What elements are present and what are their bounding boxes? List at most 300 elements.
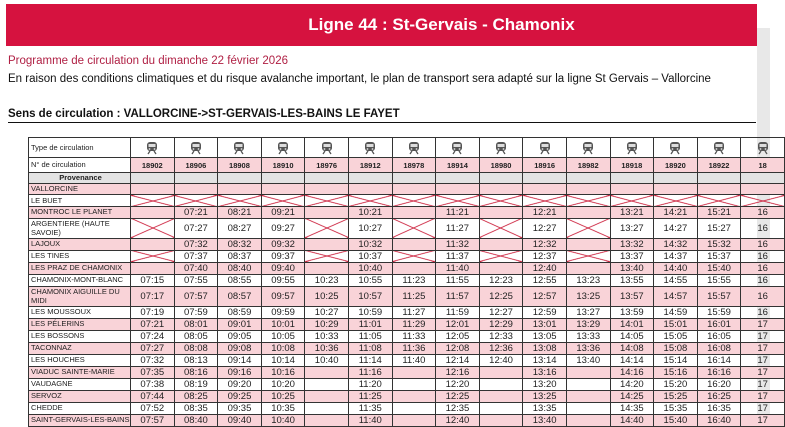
time-cell: 13:32: [610, 238, 654, 250]
time-cell: 14:01: [610, 318, 654, 330]
time-cell: 12:59: [523, 306, 567, 318]
type-cell: [174, 138, 218, 158]
cancelled-cell: [479, 195, 523, 207]
time-cell: 16:40: [697, 414, 741, 426]
cancelled-cell: [479, 218, 523, 238]
table-row: [29, 354, 785, 366]
cancelled-cell: [610, 195, 654, 207]
time-cell: 08:40: [218, 262, 262, 274]
table-row: [29, 318, 785, 330]
time-cell: 09:21: [261, 206, 305, 218]
time-cell: 14:27: [654, 218, 698, 238]
time-cell: 15:20: [654, 378, 698, 390]
time-cell: [392, 414, 436, 426]
time-cell: 11:27: [392, 306, 436, 318]
time-cell: 16: [741, 306, 785, 318]
time-cell: 08:21: [218, 206, 262, 218]
time-cell: [305, 402, 349, 414]
time-cell: 10:29: [305, 318, 349, 330]
time-cell: 09:08: [218, 342, 262, 354]
cancelled-cell: [436, 195, 480, 207]
time-cell: 08:01: [174, 318, 218, 330]
time-cell: 12:40: [523, 262, 567, 274]
cancelled-cell: [654, 195, 698, 207]
time-cell: 13:33: [566, 330, 610, 342]
cancelled-cell: [523, 195, 567, 207]
time-cell: 07:17: [131, 286, 175, 306]
time-cell: 10:32: [348, 238, 392, 250]
provenance-cell: [174, 173, 218, 184]
time-cell: 13:37: [610, 250, 654, 262]
time-cell: 09:40: [218, 414, 262, 426]
time-cell: 16: [741, 262, 785, 274]
time-cell: 07:24: [131, 330, 175, 342]
time-cell: 17: [741, 342, 785, 354]
time-cell: [305, 378, 349, 390]
cancelled-cell: [566, 250, 610, 262]
train-number: 18980: [479, 158, 523, 173]
station-name: LES BOSSONS: [29, 330, 131, 342]
time-cell: 13:08: [523, 342, 567, 354]
station-name: LES TINES: [29, 250, 131, 262]
station-name: LES PÉLERINS: [29, 318, 131, 330]
time-cell: 08:27: [218, 218, 262, 238]
cancelled-cell: [392, 218, 436, 238]
time-cell: [566, 402, 610, 414]
train-icon: [436, 141, 479, 155]
time-cell: 11:59: [436, 306, 480, 318]
time-cell: 11:14: [348, 354, 392, 366]
station-name: LES HOUCHES: [29, 354, 131, 366]
cancelled-cell: [479, 262, 523, 274]
time-cell: 07:32: [131, 354, 175, 366]
time-cell: [392, 366, 436, 378]
station-name: LAJOUX: [29, 238, 131, 250]
time-cell: 10:27: [348, 218, 392, 238]
train-icon: [480, 141, 523, 155]
schedule-subtitle: Programme de circulation du dimanche 22 février 2026: [8, 55, 288, 67]
cancelled-cell: [218, 183, 262, 195]
cancelled-cell: [174, 195, 218, 207]
time-cell: 14:08: [610, 342, 654, 354]
time-cell: [566, 414, 610, 426]
time-cell: 11:29: [392, 318, 436, 330]
time-cell: [566, 378, 610, 390]
time-cell: [392, 402, 436, 414]
cancelled-cell: [479, 250, 523, 262]
time-cell: 09:20: [218, 378, 262, 390]
time-cell: 15:40: [697, 262, 741, 274]
train-number: 18978: [392, 158, 436, 173]
time-cell: 11:40: [436, 262, 480, 274]
cancelled-cell: [392, 183, 436, 195]
provenance-cell: [610, 173, 654, 184]
time-cell: 15:27: [697, 218, 741, 238]
time-cell: 09:55: [261, 274, 305, 286]
time-cell: 13:55: [610, 274, 654, 286]
time-cell: 08:25: [174, 390, 218, 402]
station-name: LES MOUSSOUX: [29, 306, 131, 318]
train-number: 18916: [523, 158, 567, 173]
time-cell: 12:57: [523, 286, 567, 306]
provenance-cell: [523, 173, 567, 184]
time-cell: 14:35: [610, 402, 654, 414]
type-cell: [261, 138, 305, 158]
time-cell: 12:27: [523, 218, 567, 238]
time-cell: [566, 366, 610, 378]
provenance-cell: [131, 173, 175, 184]
provenance-row: [29, 173, 785, 184]
type-cell: [218, 138, 262, 158]
time-cell: 15:55: [697, 274, 741, 286]
time-cell: [479, 378, 523, 390]
time-cell: 11:55: [436, 274, 480, 286]
cancelled-cell: [131, 262, 175, 274]
station-name: CHEDDE: [29, 402, 131, 414]
table-row: [29, 390, 785, 402]
type-cell: [697, 138, 741, 158]
line-title-banner: [6, 4, 757, 46]
time-cell: 15:01: [654, 318, 698, 330]
station-name: LES PRAZ DE CHAMONIX: [29, 262, 131, 274]
time-cell: 09:27: [261, 218, 305, 238]
train-icon: [698, 141, 741, 155]
cancelled-cell: [566, 183, 610, 195]
time-cell: 17: [741, 366, 785, 378]
train-number: 18982: [566, 158, 610, 173]
time-cell: 10:27: [305, 306, 349, 318]
train-icon: [218, 141, 261, 155]
provenance-cell: [654, 173, 698, 184]
provenance-cell: [392, 173, 436, 184]
time-cell: 14:32: [654, 238, 698, 250]
time-cell: 08:32: [218, 238, 262, 250]
cancelled-cell: [218, 195, 262, 207]
time-cell: 07:37: [174, 250, 218, 262]
time-cell: 13:27: [566, 306, 610, 318]
time-cell: 07:57: [131, 414, 175, 426]
cancelled-cell: [131, 183, 175, 195]
time-cell: 11:23: [392, 274, 436, 286]
train-number: 18914: [436, 158, 480, 173]
time-cell: 10:23: [305, 274, 349, 286]
time-cell: 13:57: [610, 286, 654, 306]
train-number: 18906: [174, 158, 218, 173]
time-cell: 11:25: [348, 390, 392, 402]
time-cell: 07:40: [174, 262, 218, 274]
time-cell: 10:14: [261, 354, 305, 366]
time-cell: 11:40: [348, 414, 392, 426]
time-cell: 07:57: [174, 286, 218, 306]
time-cell: 11:32: [436, 238, 480, 250]
table-row: [29, 250, 785, 262]
station-name: VIADUC SAINTE-MARIE: [29, 366, 131, 378]
time-cell: 10:37: [348, 250, 392, 262]
time-cell: 15:08: [654, 342, 698, 354]
provenance-cell: [218, 173, 262, 184]
time-cell: 13:36: [566, 342, 610, 354]
time-cell: 12:32: [523, 238, 567, 250]
line-title: Ligne 44 : St-Gervais - Chamonix: [308, 15, 575, 34]
time-cell: 11:05: [348, 330, 392, 342]
time-cell: 14:40: [610, 414, 654, 426]
time-cell: 17: [741, 330, 785, 342]
time-cell: 10:40: [261, 414, 305, 426]
time-cell: 14:14: [610, 354, 654, 366]
cancelled-cell: [741, 183, 785, 195]
time-cell: 12:23: [479, 274, 523, 286]
time-cell: 14:40: [654, 262, 698, 274]
time-cell: 14:05: [610, 330, 654, 342]
time-cell: 09:16: [218, 366, 262, 378]
cancelled-cell: [131, 195, 175, 207]
time-cell: 10:40: [348, 262, 392, 274]
time-cell: 11:57: [436, 286, 480, 306]
time-cell: 11:01: [348, 318, 392, 330]
time-cell: 08:37: [218, 250, 262, 262]
cancelled-cell: [174, 183, 218, 195]
time-cell: 13:40: [610, 262, 654, 274]
train-icon: [654, 141, 697, 155]
time-cell: 16:35: [697, 402, 741, 414]
train-number: 18912: [348, 158, 392, 173]
time-cell: [479, 366, 523, 378]
time-cell: 17: [741, 390, 785, 402]
time-cell: 12:33: [479, 330, 523, 342]
cancelled-cell: [436, 183, 480, 195]
time-cell: 17: [741, 414, 785, 426]
time-cell: 10:33: [305, 330, 349, 342]
station-name: VALLORCINE: [29, 183, 131, 195]
time-cell: 12:35: [436, 402, 480, 414]
time-cell: 12:37: [523, 250, 567, 262]
time-cell: 07:15: [131, 274, 175, 286]
time-cell: 14:20: [610, 378, 654, 390]
cancelled-cell: [131, 218, 175, 238]
cancelled-cell: [305, 183, 349, 195]
table-row: [29, 378, 785, 390]
cancelled-cell: [261, 183, 305, 195]
time-cell: 11:16: [348, 366, 392, 378]
train-number: 18976: [305, 158, 349, 173]
provenance-cell: [566, 173, 610, 184]
train-icon: [175, 141, 218, 155]
time-cell: 16:16: [697, 366, 741, 378]
time-cell: 08:55: [218, 274, 262, 286]
time-cell: [305, 414, 349, 426]
time-cell: 13:59: [610, 306, 654, 318]
cancelled-cell: [392, 250, 436, 262]
number-label: N° de circulation: [29, 158, 131, 173]
station-name: ARGENTIERE (HAUTE SAVOIE): [29, 218, 131, 238]
time-cell: 08:35: [174, 402, 218, 414]
cancelled-cell: [697, 195, 741, 207]
time-cell: 16: [741, 274, 785, 286]
cancelled-cell: [392, 262, 436, 274]
time-cell: 07:44: [131, 390, 175, 402]
time-cell: 13:29: [566, 318, 610, 330]
cancelled-cell: [697, 183, 741, 195]
time-cell: 13:20: [523, 378, 567, 390]
time-cell: 08:40: [174, 414, 218, 426]
time-cell: [479, 414, 523, 426]
cancelled-cell: [523, 183, 567, 195]
cancelled-cell: [392, 238, 436, 250]
type-row: [29, 138, 785, 158]
time-cell: 14:16: [610, 366, 654, 378]
time-cell: 12:40: [479, 354, 523, 366]
type-cell: [741, 138, 785, 158]
train-number: 18908: [218, 158, 262, 173]
time-cell: [479, 390, 523, 402]
time-cell: 08:57: [218, 286, 262, 306]
time-cell: 12:27: [479, 306, 523, 318]
train-number: 18918: [610, 158, 654, 173]
time-cell: 12:16: [436, 366, 480, 378]
train-number: 18920: [654, 158, 698, 173]
time-cell: 09:57: [261, 286, 305, 306]
direction-heading: Sens de circulation : VALLORCINE->ST-GERVAIS-LES-BAINS LE FAYET: [8, 108, 756, 123]
time-cell: 15:21: [697, 206, 741, 218]
station-name: SERVOZ: [29, 390, 131, 402]
train-icon: [131, 141, 174, 155]
time-cell: 07:21: [131, 318, 175, 330]
time-cell: 11:25: [392, 286, 436, 306]
time-cell: 16:08: [697, 342, 741, 354]
time-cell: 09:35: [218, 402, 262, 414]
time-cell: 08:13: [174, 354, 218, 366]
time-cell: 07:52: [131, 402, 175, 414]
train-icon: [349, 141, 392, 155]
train-icon: [393, 141, 436, 155]
time-cell: 16: [741, 218, 785, 238]
table-row: [29, 402, 785, 414]
time-cell: 17: [741, 378, 785, 390]
cancelled-cell: [131, 206, 175, 218]
time-cell: 12:25: [479, 286, 523, 306]
cancelled-cell: [305, 262, 349, 274]
time-cell: 08:08: [174, 342, 218, 354]
time-cell: 10:25: [305, 286, 349, 306]
table-row: [29, 342, 785, 354]
provenance-label: Provenance: [29, 173, 131, 184]
table-row: [29, 262, 785, 274]
table-row: [29, 286, 785, 306]
train-number: 18922: [697, 158, 741, 173]
type-cell: [131, 138, 175, 158]
time-cell: 15:25: [654, 390, 698, 402]
time-cell: 16: [741, 206, 785, 218]
time-cell: 07:27: [131, 342, 175, 354]
time-cell: 16: [741, 238, 785, 250]
time-cell: 13:01: [523, 318, 567, 330]
type-cell: [654, 138, 698, 158]
time-cell: 15:57: [697, 286, 741, 306]
cancelled-cell: [566, 238, 610, 250]
time-cell: 09:14: [218, 354, 262, 366]
time-cell: 09:40: [261, 262, 305, 274]
provenance-cell: [436, 173, 480, 184]
time-cell: 07:32: [174, 238, 218, 250]
time-cell: 12:21: [523, 206, 567, 218]
train-icon: [305, 141, 348, 155]
time-cell: [305, 366, 349, 378]
time-cell: 11:35: [348, 402, 392, 414]
time-cell: 16: [741, 250, 785, 262]
time-cell: 10:21: [348, 206, 392, 218]
table-row: [29, 238, 785, 250]
table-row: [29, 366, 785, 378]
time-cell: 16:25: [697, 390, 741, 402]
timetable: [28, 137, 768, 426]
time-cell: 07:19: [131, 306, 175, 318]
type-cell: [305, 138, 349, 158]
time-cell: 14:59: [654, 306, 698, 318]
time-cell: 08:19: [174, 378, 218, 390]
time-cell: 07:55: [174, 274, 218, 286]
time-cell: 13:25: [566, 286, 610, 306]
cancelled-cell: [131, 238, 175, 250]
station-name: CHAMONIX-MONT-BLANC: [29, 274, 131, 286]
number-row: [29, 158, 785, 173]
cancelled-cell: [566, 218, 610, 238]
cancelled-cell: [566, 262, 610, 274]
time-cell: 10:20: [261, 378, 305, 390]
time-cell: 16:05: [697, 330, 741, 342]
time-cell: 13:40: [566, 354, 610, 366]
time-cell: 08:16: [174, 366, 218, 378]
provenance-cell: [479, 173, 523, 184]
time-cell: 07:35: [131, 366, 175, 378]
time-cell: 10:57: [348, 286, 392, 306]
time-cell: 12:01: [436, 318, 480, 330]
time-cell: 17: [741, 402, 785, 414]
time-cell: 17: [741, 318, 785, 330]
station-name: LE BUET: [29, 195, 131, 207]
time-cell: 09:25: [218, 390, 262, 402]
train-number: 18: [741, 158, 785, 173]
time-cell: 15:40: [654, 414, 698, 426]
time-cell: 15:59: [697, 306, 741, 318]
station-name: SAINT-GERVAIS-LES-BAINS: [29, 414, 131, 426]
time-cell: 11:08: [348, 342, 392, 354]
cancelled-cell: [479, 183, 523, 195]
type-cell: [523, 138, 567, 158]
train-icon: [523, 141, 566, 155]
cancelled-cell: [131, 250, 175, 262]
time-cell: 10:05: [261, 330, 305, 342]
time-cell: 09:37: [261, 250, 305, 262]
time-cell: [479, 402, 523, 414]
time-cell: 12:08: [436, 342, 480, 354]
time-cell: 13:21: [610, 206, 654, 218]
cancelled-cell: [305, 218, 349, 238]
train-icon: [567, 141, 610, 155]
cancelled-cell: [348, 195, 392, 207]
time-cell: 13:35: [523, 402, 567, 414]
station-name: MONTROC LE PLANET: [29, 206, 131, 218]
time-cell: 11:20: [348, 378, 392, 390]
cancelled-cell: [305, 250, 349, 262]
provenance-cell: [741, 173, 785, 184]
provenance-cell: [305, 173, 349, 184]
type-label: Type de circulation: [29, 138, 131, 158]
table-row: [29, 330, 785, 342]
time-cell: 11:21: [436, 206, 480, 218]
provenance-cell: [261, 173, 305, 184]
time-cell: 11:40: [392, 354, 436, 366]
notice-text: En raison des conditions climatiques et du risque avalanche important, le plan de transport sera adapté sur la ligne St Gervais – Vallorcine: [8, 73, 711, 85]
